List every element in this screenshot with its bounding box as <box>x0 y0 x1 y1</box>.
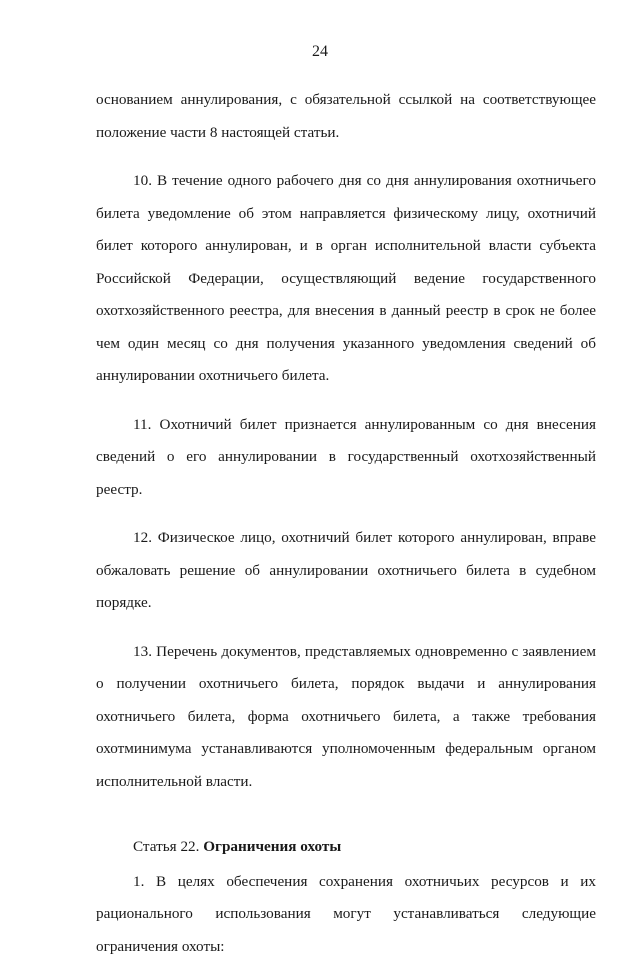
article-paragraph-1: 1. В целях обеспечения сохранения охотничьих ресурсов и их рационального использования могут устанавливаться следующие ограничения охоты: <box>96 866 596 963</box>
article-heading <box>96 831 596 864</box>
article-title: Ограничения охоты <box>203 838 341 855</box>
paragraph-12: 12. Физическое лицо, охотничий билет которого аннулирован, вправе обжаловать решение об аннулировании охотничьего билета в судебном порядке. <box>96 522 596 620</box>
page-number: 24 <box>0 42 640 62</box>
paragraph-10: 10. В течение одного рабочего дня со дня аннулирования охотничьего билета уведомление об этом направляется физическому лицу, охотничий билет которого аннулирован, и в орган исполнительной власти субъекта Российской Федерации, осуществляющий ведение государственного охотхозяйственного реестра, для внесения в данный реестр в срок не более чем один месяц со дня получения указанного уведомления сведений об аннулировании охотничьего билета. <box>96 165 596 393</box>
paragraph-continuation: основанием аннулирования, с обязательной ссылкой на соответствующее положение части 8 настоящей статьи. <box>96 84 596 149</box>
paragraph-11: 11. Охотничий билет признается аннулированным со дня внесения сведений о его аннулировании в государственный охотхозяйственный реестр. <box>96 409 596 507</box>
document-body <box>96 84 596 963</box>
article-label: Статья 22. <box>133 838 203 855</box>
paragraph-13: 13. Перечень документов, представляемых одновременно с заявлением о получении охотничьего билета, порядок выдачи и аннулирования охотничьего билета, форма охотничьего билета, а также требования охотминимума устанавливаются уполномоченным федеральным органом исполнительной власти. <box>96 636 596 799</box>
